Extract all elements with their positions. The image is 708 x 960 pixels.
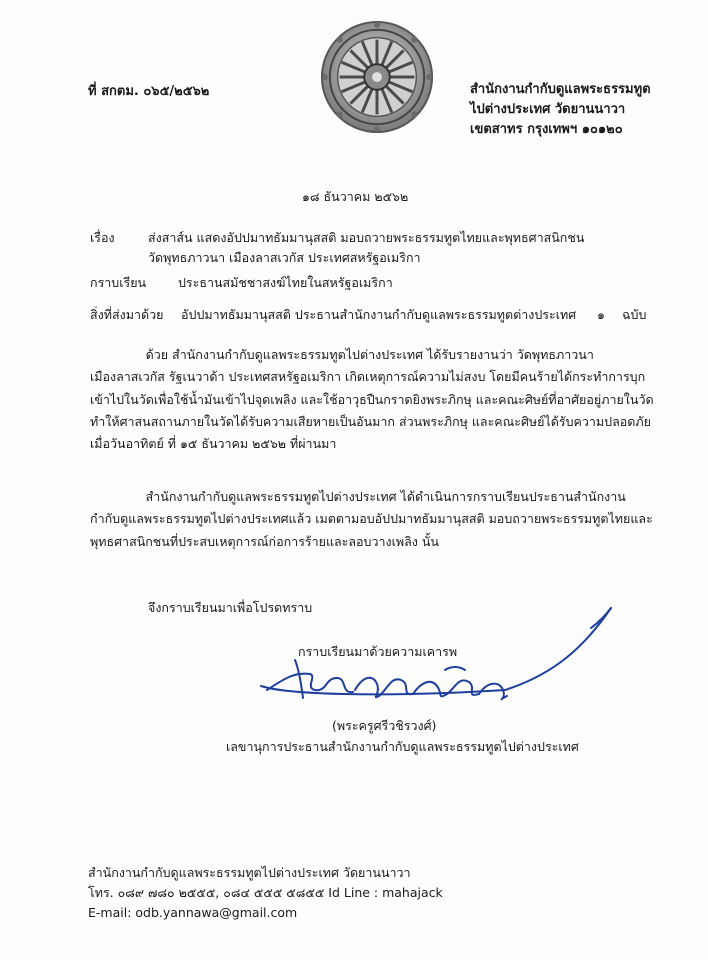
closing-regards: กราบเรียนมาด้วยความเคารพ [298,644,458,659]
organization-address [470,80,651,140]
org-line: สำนักงานกำกับดูแลพระธรรมทูต [470,82,651,97]
paragraph-line: เมืองลาสเวกัส รัฐเนวาด้า ประเทศสหรัฐอเมริกา เกิดเหตุการณ์ความไม่สงบ โดยมีคนร้ายได้กระทำการบุก [90,369,646,385]
footer-email: E-mail: odb.yannawa@gmail.com [88,905,298,920]
paragraph-line: ด้วย สำนักงานกำกับดูแลพระธรรมทูตไปต่างประเทศ ได้รับรายงานว่า วัดพุทธภาวนา [90,347,594,362]
paragraph-line: ทำให้ศาสนสถานภายในวัดได้รับความเสียหายเป็นอันมาก ส่วนพระภิกษุ และคณะศิษย์ได้รับความปลอดภัย [90,413,651,429]
body-paragraph-1 [90,344,654,455]
recipient-label: กราบเรียน [90,275,147,290]
paragraph-line: กำกับดูแลพระธรรมทูตไปต่างประเทศแล้ว เมตตามอบอัปปมาทธัมมานุสสติ มอบถวายพระธรรมทูตไทยและ [90,511,653,527]
letter-date: ๑๘ ธันวาคม ๒๕๖๒ [302,189,409,204]
enclosure-text: อัปปมาทธัมมานุสสติ ประธานสำนักงานกำกับดูแลพระธรรมทูตต่างประเทศ [181,307,577,322]
subject-line: ส่งสาส์น แสดงอัปปมาทธัมมานุสสติ มอบถวายพระธรรมทูตไทยและพุทธศาสนิกชน [148,230,585,245]
enclosure-count: ๑ [597,307,605,322]
subject-line: วัดพุทธภาวนา เมืองลาสเวกัส ประเทศสหรัฐอเมริกา [148,250,421,265]
org-line: เขตสาทร กรุงเทพฯ ๑๐๑๒๐ [470,122,623,137]
org-line: ไปต่างประเทศ วัดยานนาวา [470,102,626,117]
enclosure-label: สิ่งที่ส่งมาด้วย [90,307,164,322]
signatory-title: เลขานุการประธานสำนักงานกำกับดูแลพระธรรมทูตไปต่างประเทศ [226,739,579,754]
signatory-name: (พระครูศรีวชิรวงศ์) [332,718,437,733]
subject-label: เรื่อง [90,230,115,245]
footer-contact [88,863,443,923]
enclosure-unit: ฉบับ [622,307,647,322]
paragraph-line: พุทธศาสนิกชนที่ประสบเหตุการณ์ก่อการร้ายและลอบวางเพลิง นั้น [90,533,439,549]
handwritten-signature [255,590,625,715]
body-paragraph-3: จึงกราบเรียนมาเพื่อโปรดทราบ [148,600,313,615]
paragraph-line: สำนักงานกำกับดูแลพระธรรมทูตไปต่างประเทศ ได้ดำเนินการกราบเรียนประธานสำนักงาน [90,489,626,504]
paragraph-line: เข้าไปในวัดเพื่อใช้น้ำมันเข้าไปจุดเพลิง และใช้อาวุธปืนกราดยิงพระภิกษุ และคณะศิษย์ที่อาศัยอยู่ภายในวัด [90,391,654,407]
paragraph-line: เมื่อวันอาทิตย์ ที่ ๑๕ ธันวาคม ๒๕๖๒ ที่ผ่านมา [90,436,337,452]
footer-office: สำนักงานกำกับดูแลพระธรรมทูตไปต่างประเทศ วัดยานนาวา [88,865,411,880]
body-paragraph-2 [90,486,653,553]
footer-phone: โทร. ๐๘๙ ๗๘๐ ๒๕๕๕, ๐๘๔ ๕๕๕ ๕๘๕๕ Id Line : mahajack [88,885,443,900]
dharma-wheel-emblem [318,18,436,136]
reference-number: ที่ สกตม. ๐๖๕/๒๕๖๒ [88,84,210,99]
recipient-text: ประธานสมัชชาสงฆ์ไทยในสหรัฐอเมริกา [178,275,393,290]
